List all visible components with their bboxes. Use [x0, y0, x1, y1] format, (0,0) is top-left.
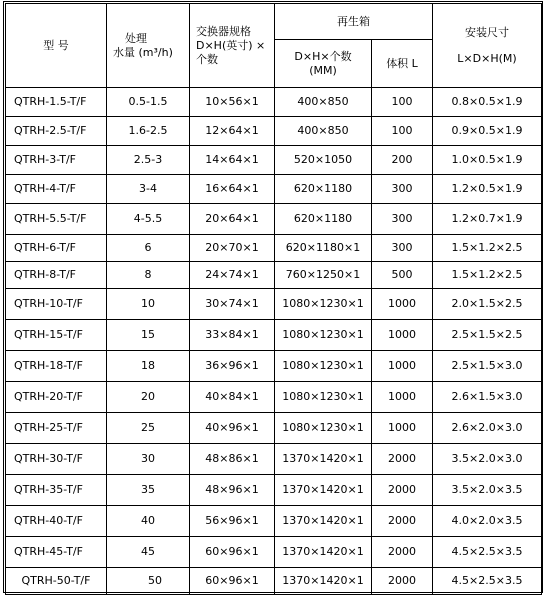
- cell-model: QTRH-50-T/F: [6, 568, 107, 595]
- cell-model: QTRH-40-T/F: [6, 506, 107, 537]
- cell-exchanger: 16×64×1: [190, 175, 275, 204]
- table-row: [6, 444, 542, 475]
- cell-exchanger: 30×74×1: [190, 289, 275, 320]
- cell-capacity: 4-5.5: [107, 204, 190, 235]
- cell-install: 4.5×2.5×3.5: [433, 537, 542, 568]
- cell-exchanger: 24×74×1: [190, 262, 275, 289]
- cell-model: QTRH-6-T/F: [6, 235, 107, 262]
- cell-install: 4.0×2.0×3.5: [433, 506, 542, 537]
- cell-volume: 1000: [372, 289, 433, 320]
- cell-volume: 100: [372, 117, 433, 146]
- cell-model: QTRH-45-T/F: [6, 537, 107, 568]
- cell-install: 0.9×0.5×1.9: [433, 117, 542, 146]
- header-row-1: [6, 4, 542, 40]
- cell-model: QTRH-18-T/F: [6, 351, 107, 382]
- cell-capacity: 45: [107, 537, 190, 568]
- header-exchanger-line2: D×H(英寸) ×: [196, 38, 266, 52]
- cell-capacity: 2.5-3: [107, 146, 190, 175]
- header-install: [433, 4, 542, 88]
- table-row: [6, 320, 542, 351]
- cell-capacity: 10: [107, 289, 190, 320]
- cell-regen-dim: 1080×1230×1: [275, 351, 372, 382]
- cell-install: 1.5×1.2×2.5: [433, 235, 542, 262]
- header-capacity-line1: 处理: [125, 31, 147, 45]
- cell-model: QTRH-8-T/F: [6, 262, 107, 289]
- cell-install: 0.8×0.5×1.9: [433, 88, 542, 117]
- table-row: [6, 475, 542, 506]
- table-body: [6, 88, 542, 568]
- cell-exchanger: 60×96×1: [190, 568, 275, 595]
- cell-install: 3.5×2.0×3.5: [433, 475, 542, 506]
- cell-exchanger: 20×64×1: [190, 204, 275, 235]
- cell-model: QTRH-2.5-T/F: [6, 117, 107, 146]
- cell-exchanger: 33×84×1: [190, 320, 275, 351]
- table-row: [6, 175, 542, 204]
- cell-capacity: 15: [107, 320, 190, 351]
- header-capacity: [107, 4, 190, 88]
- table-row: [6, 235, 542, 262]
- cell-exchanger: 36×96×1: [190, 351, 275, 382]
- cell-capacity: 40: [107, 506, 190, 537]
- cell-install: 3.5×2.0×3.0: [433, 444, 542, 475]
- cell-regen-dim: 1370×1420×1: [275, 506, 372, 537]
- cell-volume: 500: [372, 262, 433, 289]
- cell-regen-dim: 1370×1420×1: [275, 475, 372, 506]
- cell-model: QTRH-5.5-T/F: [6, 204, 107, 235]
- header-exchanger-line3: 个数: [196, 52, 218, 66]
- cell-exchanger: 40×96×1: [190, 413, 275, 444]
- table-row: [6, 117, 542, 146]
- cell-capacity: 20: [107, 382, 190, 413]
- cell-exchanger: 56×96×1: [190, 506, 275, 537]
- cell-exchanger: 60×96×1: [190, 537, 275, 568]
- cell-install: 1.2×0.5×1.9: [433, 175, 542, 204]
- table-row: [6, 146, 542, 175]
- header-regen-group-label: 再生箱: [337, 14, 370, 28]
- cell-regen-dim: 1080×1230×1: [275, 413, 372, 444]
- cell-volume: 2000: [372, 475, 433, 506]
- cell-regen-dim: 1080×1230×1: [275, 289, 372, 320]
- cell-volume: 300: [372, 235, 433, 262]
- cell-volume: 1000: [372, 351, 433, 382]
- cell-regen-dim: 400×850: [275, 117, 372, 146]
- cell-volume: 2000: [372, 444, 433, 475]
- header-model: [6, 4, 107, 88]
- cell-regen-dim: 620×1180: [275, 204, 372, 235]
- cell-exchanger: 14×64×1: [190, 146, 275, 175]
- cell-install: 1.2×0.7×1.9: [433, 204, 542, 235]
- table-row: [6, 382, 542, 413]
- cell-capacity: 50: [107, 568, 190, 595]
- cell-model: QTRH-25-T/F: [6, 413, 107, 444]
- cell-model: QTRH-35-T/F: [6, 475, 107, 506]
- cell-regen-dim: 1080×1230×1: [275, 382, 372, 413]
- cell-capacity: 8: [107, 262, 190, 289]
- cell-capacity: 6: [107, 235, 190, 262]
- cell-volume: 300: [372, 175, 433, 204]
- cell-volume: 1000: [372, 320, 433, 351]
- cell-regen-dim: 520×1050: [275, 146, 372, 175]
- cell-model: QTRH-30-T/F: [6, 444, 107, 475]
- cell-model: QTRH-1.5-T/F: [6, 88, 107, 117]
- header-regen-dim-line2: (MM): [309, 63, 337, 77]
- cell-volume: 1000: [372, 382, 433, 413]
- cell-volume: 2000: [372, 568, 433, 595]
- table-row-last: [6, 568, 542, 595]
- cell-model: QTRH-15-T/F: [6, 320, 107, 351]
- table-row: [6, 413, 542, 444]
- cell-exchanger: 12×64×1: [190, 117, 275, 146]
- cell-regen-dim: 760×1250×1: [275, 262, 372, 289]
- cell-regen-dim: 400×850: [275, 88, 372, 117]
- cell-volume: 2000: [372, 506, 433, 537]
- cell-exchanger: 48×96×1: [190, 475, 275, 506]
- cell-exchanger: 10×56×1: [190, 88, 275, 117]
- cell-capacity: 3-4: [107, 175, 190, 204]
- cell-capacity: 30: [107, 444, 190, 475]
- header-exchanger: [190, 4, 275, 88]
- cell-exchanger: 20×70×1: [190, 235, 275, 262]
- cell-capacity: 25: [107, 413, 190, 444]
- cell-install: 2.6×1.5×3.0: [433, 382, 542, 413]
- cell-regen-dim: 1370×1420×1: [275, 568, 372, 595]
- cell-install: 2.5×1.5×2.5: [433, 320, 542, 351]
- cell-volume: 2000: [372, 537, 433, 568]
- cell-regen-dim: 620×1180: [275, 175, 372, 204]
- cell-exchanger: 48×86×1: [190, 444, 275, 475]
- cell-regen-dim: 1370×1420×1: [275, 537, 372, 568]
- cell-install: 1.5×1.2×2.5: [433, 262, 542, 289]
- header-regen-volume: [372, 40, 433, 88]
- cell-capacity: 1.6-2.5: [107, 117, 190, 146]
- table-row: [6, 289, 542, 320]
- table-row: [6, 88, 542, 117]
- cell-install: 2.6×2.0×3.0: [433, 413, 542, 444]
- cell-install: 4.5×2.5×3.5: [433, 568, 542, 595]
- cell-install: 1.0×0.5×1.9: [433, 146, 542, 175]
- cell-volume: 300: [372, 204, 433, 235]
- header-regen-volume-label: 体积 L: [386, 56, 418, 70]
- cell-volume: 200: [372, 146, 433, 175]
- table-row: [6, 262, 542, 289]
- cell-model: QTRH-3-T/F: [6, 146, 107, 175]
- cell-regen-dim: 1080×1230×1: [275, 320, 372, 351]
- header-install-line2: L×D×H(M): [457, 51, 517, 65]
- header-exchanger-line1: 交换器规格: [196, 24, 251, 38]
- cell-regen-dim: 620×1180×1: [275, 235, 372, 262]
- table-row: [6, 351, 542, 382]
- header-regen-dim-line1: D×H×个数: [294, 49, 352, 63]
- cell-capacity: 18: [107, 351, 190, 382]
- header-capacity-line2: 水量 (m³/h): [113, 45, 173, 59]
- cell-model: QTRH-10-T/F: [6, 289, 107, 320]
- cell-regen-dim: 1370×1420×1: [275, 444, 372, 475]
- cell-model: QTRH-20-T/F: [6, 382, 107, 413]
- table-row: [6, 204, 542, 235]
- cell-capacity: 35: [107, 475, 190, 506]
- spec-table: [5, 3, 542, 595]
- cell-model: QTRH-4-T/F: [6, 175, 107, 204]
- cell-volume: 100: [372, 88, 433, 117]
- cell-install: 2.0×1.5×2.5: [433, 289, 542, 320]
- cell-capacity: 0.5-1.5: [107, 88, 190, 117]
- table-row: [6, 537, 542, 568]
- header-regen-group: [275, 4, 433, 40]
- header-model-label: 型 号: [43, 38, 69, 52]
- cell-volume: 1000: [372, 413, 433, 444]
- cell-install: 2.5×1.5×3.0: [433, 351, 542, 382]
- table-row: [6, 506, 542, 537]
- cell-exchanger: 40×84×1: [190, 382, 275, 413]
- header-regen-dim: [275, 40, 372, 88]
- header-install-line1: 安装尺寸: [465, 25, 509, 39]
